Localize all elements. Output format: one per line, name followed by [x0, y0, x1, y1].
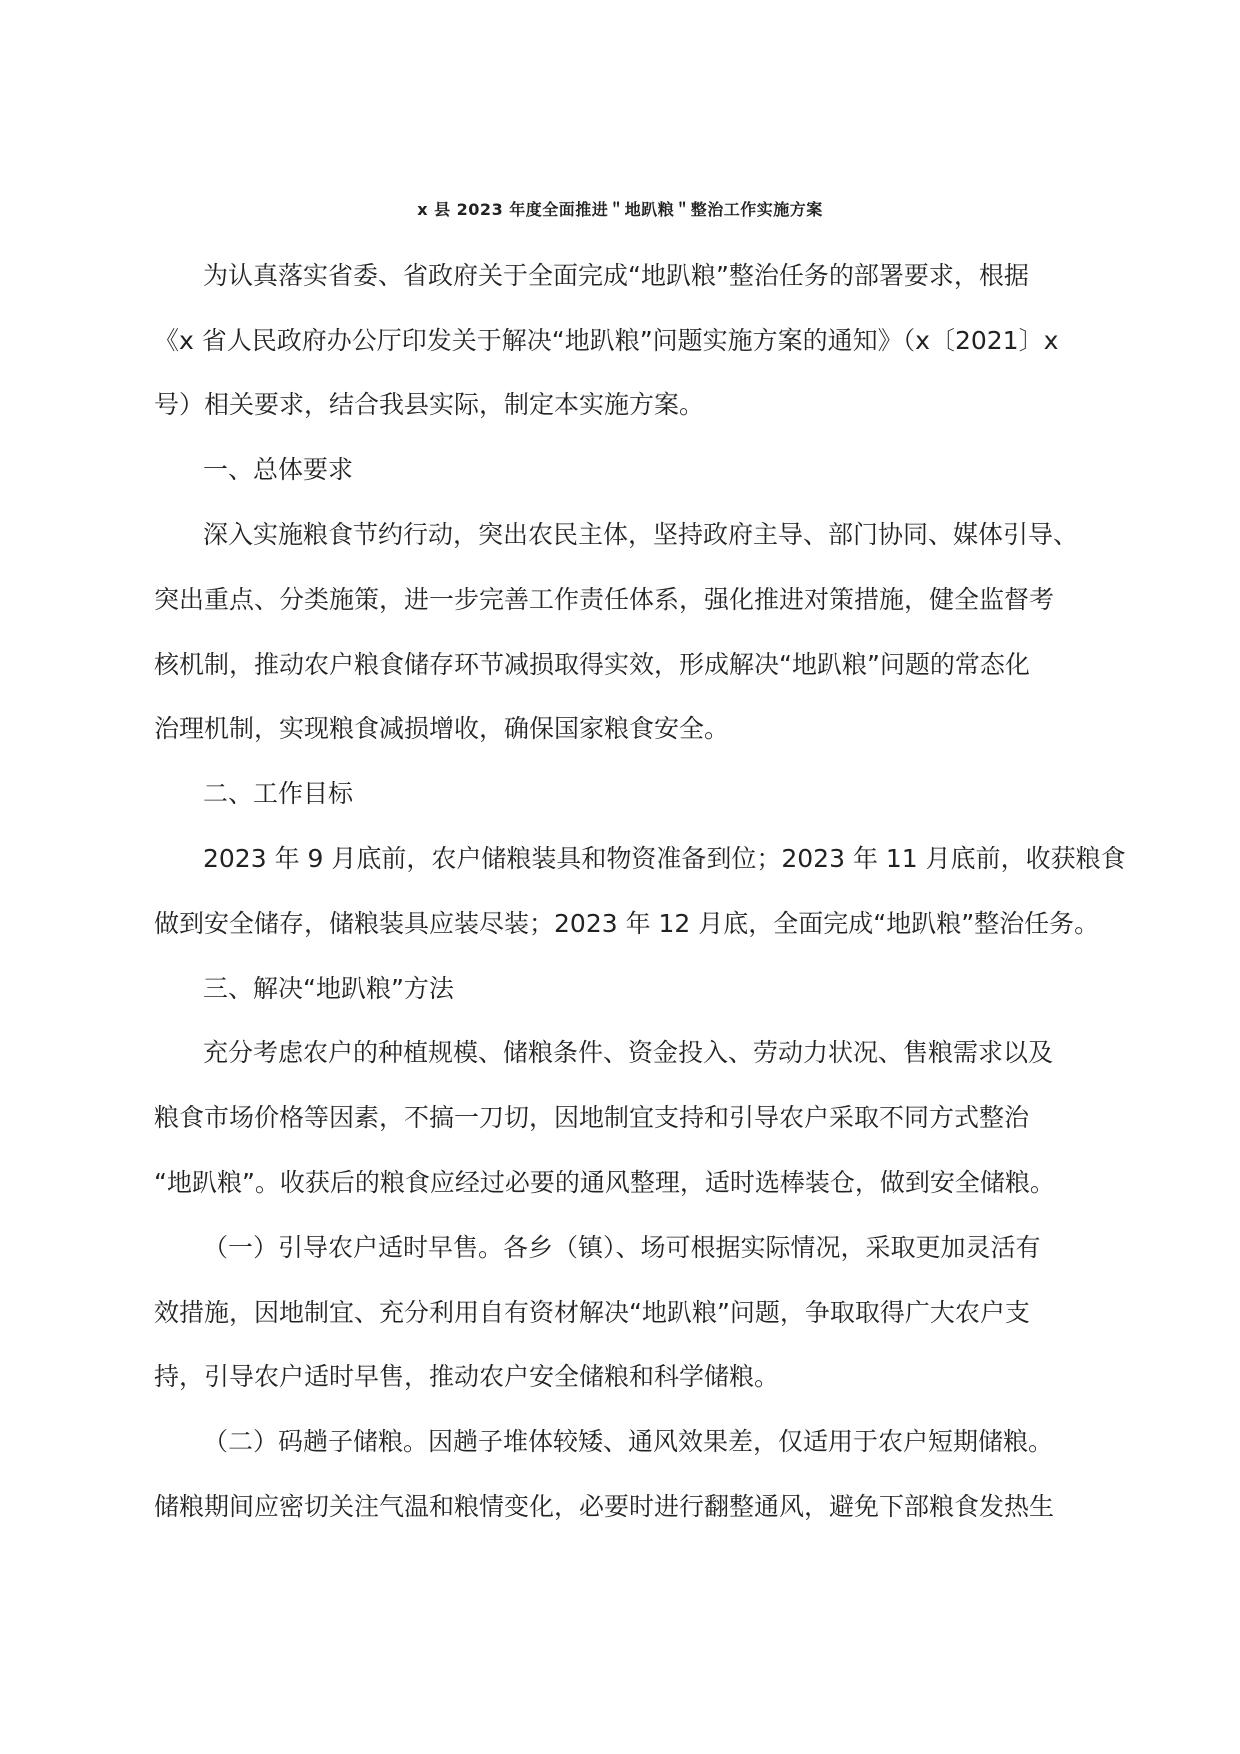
- paragraph-line: 突出重点、分类施策，进一步完善工作责任体系，强化推进对策措施，健全监督考: [154, 585, 1055, 614]
- paragraph-line: 粮食市场价格等因素，不搞一刀切，因地制宜支持和引导农户采取不同方式整治: [154, 1103, 1030, 1132]
- paragraph-line: 为认真落实省委、省政府关于全面完成“地趴粮”整治任务的部署要求，根据: [203, 261, 1029, 290]
- paragraph-line: 核机制，推动农户粮食储存环节减损取得实效，形成解决“地趴粮”问题的常态化: [154, 650, 1030, 679]
- paragraph-line: 《x 省人民政府办公厅印发关于解决“地趴粮”问题实施方案的通知》（x〔2021〕x: [154, 326, 1059, 355]
- subsection-line: （一）引导农户适时早售。各乡（镇）、场可根据实际情况，采取更加灵活有: [203, 1233, 1041, 1262]
- document-title: x 县 2023 年度全面推进＂地趴粮＂整治工作实施方案: [417, 200, 823, 219]
- paragraph-line: 号）相关要求，结合我县实际，制定本实施方案。: [154, 390, 705, 419]
- paragraph-line: 充分考虑农户的种植规模、储粮条件、资金投入、劳动力状况、售粮需求以及: [203, 1038, 1054, 1067]
- paragraph-line: “地趴粮”。收获后的粮食应经过必要的通风整理，适时选棒装仓，做到安全储粮。: [154, 1168, 1055, 1197]
- section-heading: 三、解决“地趴粮”方法: [203, 974, 454, 1003]
- paragraph-line: 效措施，因地制宜、充分利用自有资材解决“地趴粮”问题，争取取得广大农户支: [154, 1298, 1030, 1327]
- subsection-line: （二）码趟子储粮。因趟子堆体较矮、通风效果差，仅适用于农户短期储粮。: [203, 1427, 1054, 1456]
- paragraph-line: 做到安全储存，储粮装具应装尽装；2023 年 12 月底，全面完成“地趴粮”整治任务。: [154, 909, 1100, 938]
- paragraph-line: 深入实施粮食节约行动，突出农民主体，坚持政府主导、部门协同、媒体引导、: [203, 520, 1079, 549]
- paragraph-line: 2023 年 9 月底前，农户储粮装具和物资准备到位；2023 年 11 月底前，收获粮食: [203, 844, 1126, 873]
- paragraph-line: 治理机制，实现粮食减损增收，确保国家粮食安全。: [154, 714, 730, 743]
- paragraph-line: 持，引导农户适时早售，推动农户安全储粮和科学储粮。: [154, 1362, 780, 1391]
- section-heading: 二、工作目标: [203, 779, 354, 808]
- section-heading: 一、总体要求: [203, 455, 354, 484]
- paragraph-line: 储粮期间应密切关注气温和粮情变化，必要时进行翻整通风，避免下部粮食发热生: [154, 1492, 1055, 1521]
